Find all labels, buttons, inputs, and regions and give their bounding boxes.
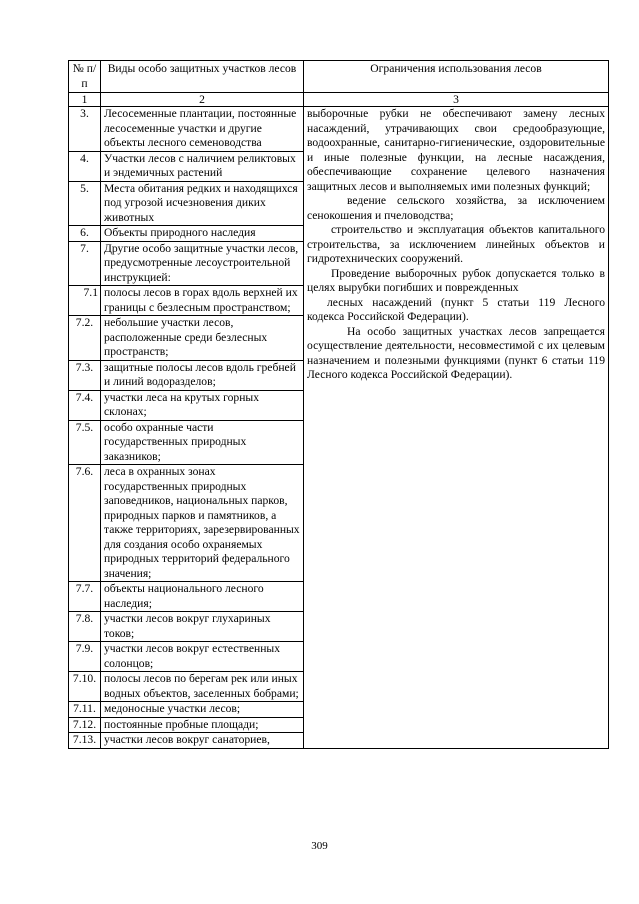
restrictions-cell — [304, 107, 609, 749]
row-number: 7.6. — [69, 465, 101, 582]
row-text: леса в охранных зонах государственных природных заповедников, национальных парков, природных парков и памятников, а также территориях, зарезервированных для создания особо охраняемых природных территорий федерального значения; — [101, 465, 304, 582]
row-text: Другие особо защитные участки лесов, предусмотренные лесоустроительной инструкцией: — [101, 241, 304, 286]
column-number: 2 — [101, 93, 304, 107]
row-text: Места обитания редких и находящихся под угрозой исчезновения диких животных — [101, 181, 304, 226]
row-text: объекты национального лесного наследия; — [101, 582, 304, 612]
row-number: 6. — [69, 226, 101, 242]
row-text: участки лесов вокруг глухариных токов; — [101, 612, 304, 642]
table-header-row — [69, 61, 609, 93]
row-text: полосы лесов по берегам рек или иных водных объектов, заселенных бобрами; — [101, 672, 304, 702]
row-number: 7.2. — [69, 316, 101, 361]
row-number: 7.10. — [69, 672, 101, 702]
row-text: Объекты природного наследия — [101, 226, 304, 242]
row-number: 7.9. — [69, 642, 101, 672]
restriction-paragraph: лесных насаждений (пункт 5 статьи 119 Лесного кодекса Российской Федерации). — [307, 295, 605, 323]
row-text: участки лесов вокруг естественных солонцов; — [101, 642, 304, 672]
row-number: 7.8. — [69, 612, 101, 642]
row-text: защитные полосы лесов вдоль гребней и линий водоразделов; — [101, 360, 304, 390]
row-text: Лесосеменные плантации, постоянные лесосеменные участки и другие объекты лесного семеноводства — [101, 107, 304, 152]
row-number: 7.4. — [69, 390, 101, 420]
table-row — [69, 107, 609, 152]
row-number: 7.3. — [69, 360, 101, 390]
row-text: участки леса на крутых горных склонах; — [101, 390, 304, 420]
row-number: 7.1 — [69, 286, 101, 316]
row-text: полосы лесов в горах вдоль верхней их границы с безлесным пространством; — [101, 286, 304, 316]
restriction-paragraph: ведение сельского хозяйства, за исключением сенокошения и пчеловодства; — [307, 194, 605, 222]
row-text: постоянные пробные площади; — [101, 717, 304, 733]
row-text: Участки лесов с наличием реликтовых и эндемичных растений — [101, 151, 304, 181]
restrictions-table — [68, 60, 609, 749]
row-text: участки лесов вокруг санаториев, — [101, 733, 304, 749]
row-text: медоносные участки лесов; — [101, 702, 304, 718]
column-number: 1 — [69, 93, 101, 107]
row-number: 7. — [69, 241, 101, 286]
restriction-paragraph: Проведение выборочных рубок допускается только в целях вырубки погибших и поврежденных — [307, 266, 605, 294]
row-number: 7.5. — [69, 420, 101, 465]
restriction-paragraph: строительство и эксплуатация объектов капитального строительства, за исключением линейных объектов и гидротехнических сооружений. — [307, 223, 605, 265]
row-number: 7.12. — [69, 717, 101, 733]
row-number: 5. — [69, 181, 101, 226]
header-restrictions: Ограничения использования лесов — [304, 61, 609, 93]
header-number: № п/п — [69, 61, 101, 93]
restriction-paragraph: выборочные рубки не обеспечивают замену лесных насаждений, утрачивающих свои средообразующие, водоохранные, санитарно-гигиенические, оздоровительные и иные полезные функции, на лесные насаждения, обеспечивающие сохранение целевого назначения защитных лесов и выполняемых ими полезных функций; — [307, 107, 605, 193]
restriction-paragraph: На особо защитных участках лесов запрещается осуществление деятельности, несовместимой с их целевым назначением и полезными функциями (пункт 6 статьи 119 Лесного кодекса Российской Федерации). — [307, 324, 605, 381]
row-number: 4. — [69, 151, 101, 181]
page-number: 309 — [311, 840, 328, 852]
row-text: особо охранные части государственных природных заказников; — [101, 420, 304, 465]
row-number: 7.7. — [69, 582, 101, 612]
column-number-row — [69, 93, 609, 107]
row-number: 7.13. — [69, 733, 101, 749]
header-plot-types: Виды особо защитных участков лесов — [101, 61, 304, 93]
row-text: небольшие участки лесов, расположенные среди безлесных пространств; — [101, 316, 304, 361]
row-number: 3. — [69, 107, 101, 152]
column-number: 3 — [304, 93, 609, 107]
row-number: 7.11. — [69, 702, 101, 718]
